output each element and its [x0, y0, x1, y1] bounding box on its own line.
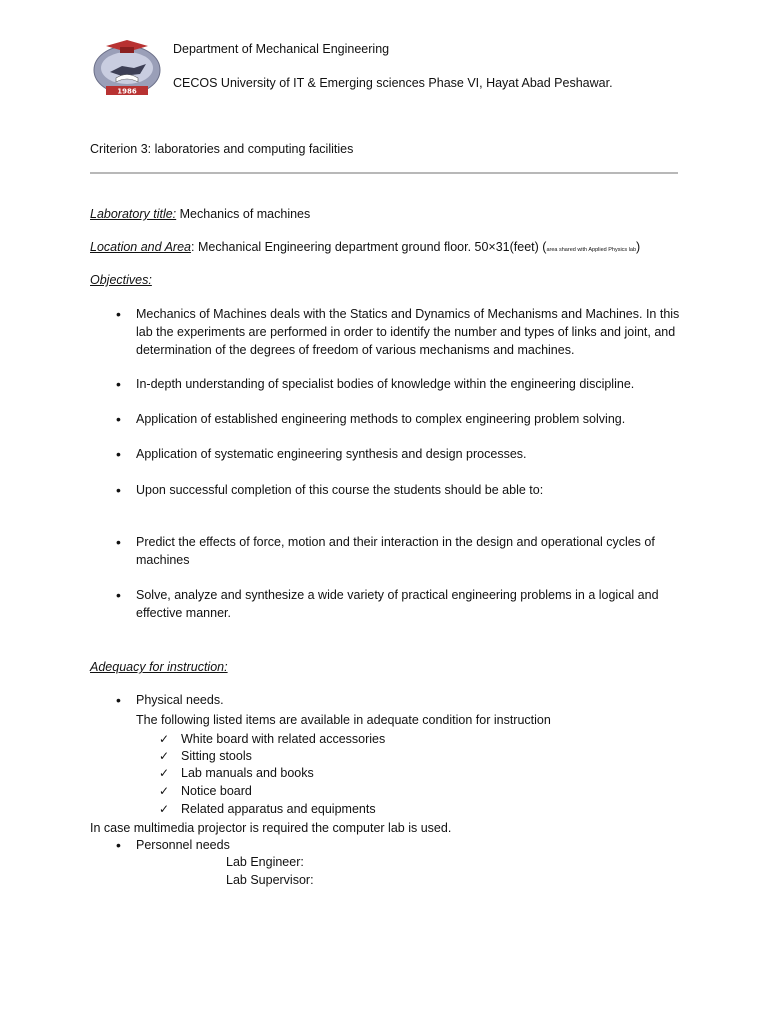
check-item: ✓ Sitting stools — [181, 748, 252, 765]
location-note: area shared with Applied Physics lab — [546, 247, 637, 253]
location-close: ) — [636, 240, 641, 254]
objective-item: • In-depth understanding of specialist bodies of knowledge within the engineering discipline. — [136, 375, 681, 393]
objective-item: • Solve, analyze and synthesize a wide variety of practical engineering problems in a logical and effective manner. — [136, 586, 681, 622]
objectives-heading: Objectives: — [90, 273, 152, 287]
university-logo — [92, 38, 162, 98]
objective-item: • Upon successful completion of this course the students should be able to: — [136, 481, 681, 499]
adequacy-heading: Adequacy for instruction: — [90, 660, 228, 674]
check-item: ✓ Related apparatus and equipments — [181, 801, 376, 818]
check-item: ✓ Lab manuals and books — [181, 765, 314, 782]
location-area — [90, 240, 640, 254]
multimedia-note: In case multimedia projector is required the computer lab is used. — [90, 821, 452, 835]
criterion-heading: Criterion 3: laboratories and computing facilities — [90, 142, 354, 156]
physical-needs: • Physical needs. — [136, 693, 224, 707]
objective-item: • Application of established engineering methods to complex engineering problem solving. — [136, 410, 681, 428]
location-label: Location and Area — [90, 240, 192, 254]
laboratory-title-value: Mechanics of machines — [176, 207, 311, 221]
lab-engineer-label: Lab Engineer: — [226, 855, 304, 869]
available-items-intro: The following listed items are available in adequate condition for instruction — [136, 713, 551, 727]
horizontal-divider — [90, 172, 678, 174]
check-item: ✓ White board with related accessories — [181, 731, 385, 748]
location-value: : Mechanical Engineering department ground floor. 50×31(feet) ( — [191, 240, 547, 254]
objective-item: • Application of systematic engineering synthesis and design processes. — [136, 445, 681, 463]
laboratory-title — [90, 207, 310, 221]
objective-item: • Predict the effects of force, motion and their interaction in the design and operational cycles of machines — [136, 533, 681, 569]
lab-supervisor-label: Lab Supervisor: — [226, 873, 314, 887]
university-name: CECOS University of IT & Emerging sciences Phase VI, Hayat Abad Peshawar. — [173, 76, 613, 90]
laboratory-title-label: Laboratory title: — [90, 207, 177, 221]
objective-item: • Mechanics of Machines deals with the Statics and Dynamics of Mechanisms and Machines. In this lab the experiments are performed in order to identify the number and types of links and joint, and determination of the degrees of freedom of various mechanisms and machines. — [136, 305, 681, 359]
department-name: Department of Mechanical Engineering — [173, 42, 390, 56]
check-item: ✓ Notice board — [181, 783, 252, 800]
personnel-needs: • Personnel needs — [136, 838, 230, 852]
logo-year: 1986 — [117, 87, 137, 96]
